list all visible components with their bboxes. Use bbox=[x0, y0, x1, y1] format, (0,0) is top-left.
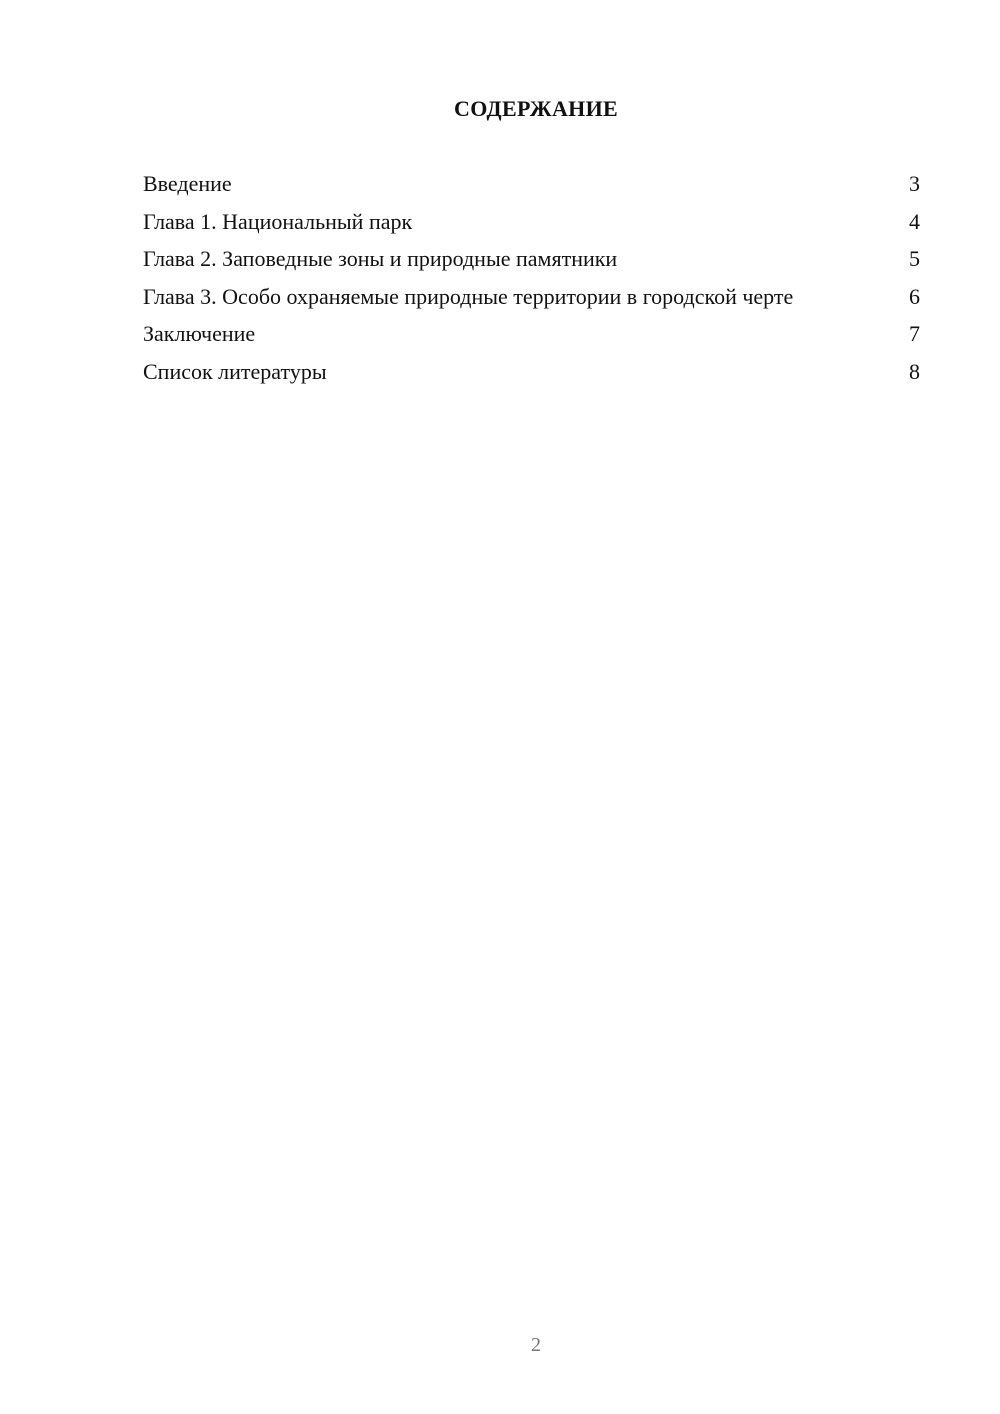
toc-entry-page: 7 bbox=[909, 321, 920, 346]
page-number: 2 bbox=[531, 1334, 541, 1356]
toc-entry-text: Глава 3. Особо охраняемые природные территории в городской черте bbox=[143, 283, 794, 309]
toc-entry-page: 6 bbox=[909, 283, 920, 309]
toc-entry bbox=[143, 208, 920, 235]
toc-entry-page: 4 bbox=[909, 208, 920, 234]
toc-entry-text: Введение bbox=[143, 171, 232, 196]
toc-entry-text: Глава 2. Заповедные зоны и природные памятники bbox=[143, 246, 618, 271]
toc-entry-text: Список литературы bbox=[143, 358, 327, 384]
toc-entry-text: Заключение bbox=[143, 321, 256, 346]
page-title: СОДЕРЖАНИЕ bbox=[454, 96, 618, 121]
toc-entry bbox=[143, 245, 920, 272]
toc-entry-page: 5 bbox=[909, 246, 920, 271]
toc-entry bbox=[143, 170, 920, 197]
toc-entry bbox=[143, 320, 920, 347]
toc-entry-text: Глава 1. Национальный парк bbox=[143, 208, 413, 234]
table-of-contents bbox=[143, 170, 920, 395]
toc-entry bbox=[143, 283, 920, 310]
toc-entry bbox=[143, 358, 920, 385]
toc-entry-page: 8 bbox=[909, 358, 920, 384]
toc-entry-page: 3 bbox=[909, 171, 920, 196]
